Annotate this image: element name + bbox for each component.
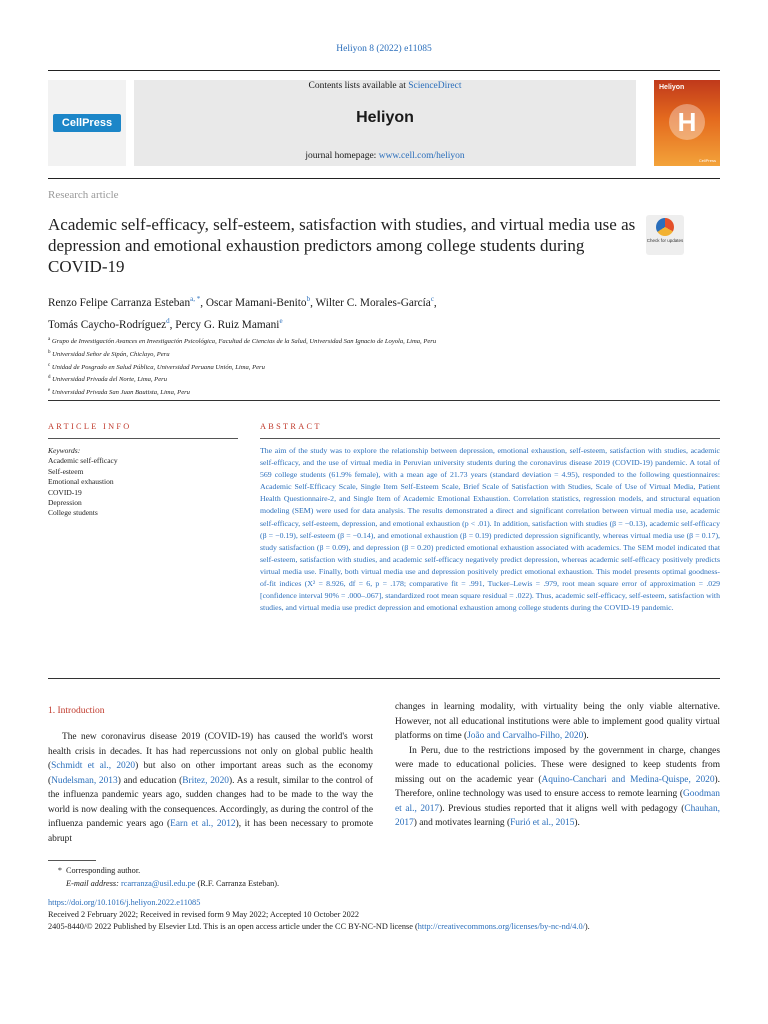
article-info-heading: ARTICLE INFO (48, 422, 132, 431)
citation-link[interactable]: Schmidt et al., 2020 (51, 761, 136, 771)
author-name: Oscar Mamani-Benito (205, 296, 307, 309)
license-line (48, 921, 728, 933)
author-name: Wilter C. Morales-García (315, 296, 431, 309)
intro-paragraph-left (48, 730, 373, 846)
homepage-prefix: journal homepage: (305, 151, 379, 161)
cover-title: Heliyon (659, 84, 685, 91)
author-affil-link[interactable]: d (166, 316, 170, 325)
author-list (48, 290, 728, 334)
author-affil-link[interactable]: a, * (190, 295, 201, 303)
affiliation-item (48, 386, 728, 399)
intro-text: ). Previous studies reported that it aligns well with pedagogy ( (439, 803, 685, 814)
footnote-star: * (57, 866, 62, 875)
section-heading-introduction: 1. Introduction (48, 706, 105, 716)
keyword-item[interactable]: Depression (48, 498, 82, 508)
author-separator: , (310, 296, 316, 309)
abstract-heading: ABSTRACT (260, 422, 322, 431)
journal-citation[interactable]: Heliyon 8 (2022) e11085 (336, 44, 432, 54)
intro-text: ). As a result, similar to the control of the influenza pandemic years ago, sudden changes had to be made to the way the world is now dealing with the consequences. Accordingly, as during the control of the influenza pandemic years ago ( (48, 775, 373, 829)
abstract-rule (260, 438, 720, 439)
citation-link[interactable]: Furió et al., 2015 (510, 818, 575, 828)
affiliation-item (48, 335, 728, 348)
author-name: Tomás Caycho-Rodríguez (48, 318, 167, 331)
citation-link[interactable]: João and Carvalho-Filho, 2020 (467, 731, 584, 741)
intro-text: ) and motivates learning ( (413, 818, 511, 828)
affiliation-item (48, 361, 728, 374)
cover-logo-mark: H (669, 104, 705, 140)
intro-text: The new coronavirus disease 2019 (COVID-19) has caused the world's worst health crisis in decades. It has had repercussions not only on global public health ( (48, 732, 373, 771)
intro-text: ). (583, 731, 589, 741)
affiliation-key: d (48, 375, 51, 381)
email-label: E-mail address: (66, 878, 119, 888)
email-note (48, 878, 720, 891)
homepage-line (134, 151, 636, 161)
intro-text: In Peru, due to the restrictions imposed by the government in charge, changes were made to educational policies. These were designed to keep students from missing out on the academic year ( (395, 745, 720, 785)
affiliation-key: b (48, 349, 51, 355)
article-title: Academic self-efficacy, self-esteem, satisfaction with studies, and virtual media use as depression and emotional exhaustion predictors among college students during COVID-19 (48, 215, 636, 276)
footnotes (48, 865, 720, 890)
crossmark-badge[interactable] (646, 215, 684, 255)
contents-prefix: Contents lists available at (308, 81, 409, 91)
keywords-block (48, 446, 238, 519)
author-affil-link[interactable]: c (430, 295, 434, 303)
masthead-rule (48, 178, 720, 179)
intro-text: ). (574, 818, 580, 828)
license-text: 2405-8440/© 2022 Published by Elsevier Ltd. This is an open access article under the CC BY-NC-ND license ( (48, 922, 418, 932)
keyword-item[interactable]: Academic self-efficacy (48, 456, 118, 466)
citation-link[interactable]: Aquino-Canchari and Medina-Quispe, 2020 (541, 774, 715, 785)
affiliation-list (48, 335, 728, 399)
affiliation-key: a (48, 337, 51, 342)
intro-paragraph-2 (395, 744, 720, 831)
author-separator: , (200, 296, 206, 309)
license-link[interactable]: http://creativecommons.org/licenses/by-nc-nd/4.0/ (417, 922, 585, 932)
journal-masthead (134, 80, 636, 166)
intro-text: changes in learning modality, with virtuality being the only viable alternative. However, not all educational institutions were able to implement good quality virtual platforms on time ( (395, 702, 720, 741)
keywords-label: Keywords: (48, 446, 81, 455)
article-info-rule (48, 438, 238, 439)
affiliation-text: Universidad Privada San Juan Bautista, Lima, Peru (51, 389, 190, 397)
cellpress-badge: CellPress (53, 114, 121, 132)
citation-link[interactable]: Goodman et al., 2017 (395, 789, 720, 814)
footnote-text: Corresponding author. (66, 866, 141, 875)
license-suffix: ). (584, 922, 590, 932)
affiliation-text: Unidad de Posgrado en Salud Pública, Universidad Peruana Unión, Lima, Peru (51, 363, 265, 371)
intro-text: ), it has been necessary to promote abrupt (48, 819, 373, 844)
affiliation-text: Grupo de Investigación Avances en Investigación Psicológica, Facultad de Ciencias de la Salud, Universidad San Ignacio de Loyola, Lima, Peru (51, 338, 437, 346)
sciencedirect-link[interactable]: ScienceDirect (408, 81, 462, 91)
cover-publisher: CellPress (698, 158, 716, 163)
email-link[interactable]: rcarranza@usil.edu.pe (121, 878, 196, 888)
author-name: Renzo Felipe Carranza Esteban (48, 296, 191, 309)
citation-link[interactable]: Chauhan, 2017 (395, 803, 720, 828)
citation-link[interactable]: Britez, 2020 (182, 775, 229, 786)
abstract-text: The aim of the study was to explore the relationship between depression, emotional exhaustion, self-esteem, satisfaction with studies, academic self-efficacy, and the use of virtual media in Peruvian university students during the coronavirus disease 2019 (COVID-19) pandemic. A total of 569 college students (61.9% female), with a mean age of 21.73 years (standard deviation = 4.95), responded to the following questionnaires: Academic Self-Efficacy Scale, Single Item Self-Esteem Scale, Brief Scale of Satisfaction with Studies, Scale of Use of Virtual Media, Patient Health Questionnaire-2, and Single Item of Academic Emotional Exhaustion. Correlation statistics, regression models, and structural equation modeling (SEM) were used for data analysis. The results demonstrated a direct and significant correlation between virtual media use, academic self-efficacy, self-esteem, depression, and emotional exhaustion (p < .01). In addition, satisfaction with studies (β = −0.13), academic self-efficacy (β = −0.19), self-esteem (β = −0.14), and emotional exhaustion (β = 0.19) predicted depression significantly, whereas virtual media use (β = 0.17), study satisfaction (β = 0.09), and depression (β = 0.20) predicted emotional exhaustion associated with academics. The SEM model indicated that self-esteem, satisfaction with studies, and academic self-efficacy negatively predict depression, whereas academic self-efficacy positively predicts virtual media use. Finally, both virtual media use and depression positively predict emotional exhaustion. This model presents optimal goodness-of-fit indices (X² = 8.926, df = 6, p = .178; comparative fit = .991, Tucker–Lewis = .979, root mean square error of approximation = .029 [confidence interval 90% = .000–.067], standardized root mean square residual = .022). Thus, academic self-efficacy, self-esteem, satisfaction with studies, and virtual media use predict depression and emotional exhaustion among college students during the COVID-19 pandemic. (260, 446, 720, 613)
intro-text: ) but also on other important areas such as the economy ( (48, 761, 373, 786)
homepage-link[interactable]: www.cell.com/heliyon (378, 151, 465, 161)
affiliation-text: Universidad Privada del Norte, Lima, Peru (52, 376, 167, 384)
contents-line (134, 81, 636, 91)
citation-link[interactable]: Earn et al., 2012 (170, 819, 236, 829)
keyword-item[interactable]: College students (48, 508, 98, 518)
crossmark-label: Check for updates (646, 238, 684, 243)
crossmark-icon (656, 218, 674, 236)
affiliation-key: e (48, 388, 51, 394)
journal-cover-image[interactable] (654, 80, 720, 166)
keyword-item[interactable]: Emotional exhaustion (48, 477, 114, 487)
top-rule (48, 70, 720, 71)
affiliation-item (48, 348, 728, 361)
author-name: Percy G. Ruiz Mamani (175, 318, 280, 331)
author-separator: , (169, 318, 176, 331)
affiliation-rule (48, 400, 720, 401)
keyword-item[interactable]: Self-esteem (48, 466, 84, 476)
received-dates: Received 2 February 2022; Received in revised form 9 May 2022; Accepted 10 October 2022 (48, 910, 360, 920)
author-separator: , (433, 296, 437, 309)
author-affil-link[interactable]: b (306, 295, 311, 303)
footnote-rule (48, 860, 96, 861)
publication-info (48, 897, 728, 934)
intro-text: ). Therefore, online technology was used to ensure access to remote learning ( (395, 774, 720, 799)
affiliation-item (48, 373, 728, 386)
doi-link[interactable]: https://doi.org/10.1016/j.heliyon.2022.e11085 (48, 898, 201, 907)
abstract-end-rule (48, 678, 720, 679)
keyword-item[interactable]: COVID-19 (48, 487, 82, 497)
intro-text: ) and education ( (117, 775, 183, 786)
citation-link[interactable]: Nudelsman, 2013 (51, 775, 118, 786)
intro-paragraph-right (395, 700, 720, 831)
journal-name: Heliyon (356, 109, 414, 126)
corresponding-author-note (48, 865, 720, 878)
article-type: Research article (48, 189, 119, 201)
affiliation-text: Universidad Señor de Sipán, Chiclayo, Peru (52, 350, 170, 358)
author-affil-link[interactable]: e (279, 316, 283, 325)
affiliation-key: c (48, 362, 51, 368)
cellpress-logo[interactable] (48, 80, 126, 166)
email-owner: (R.F. Carranza Esteban). (195, 878, 280, 888)
